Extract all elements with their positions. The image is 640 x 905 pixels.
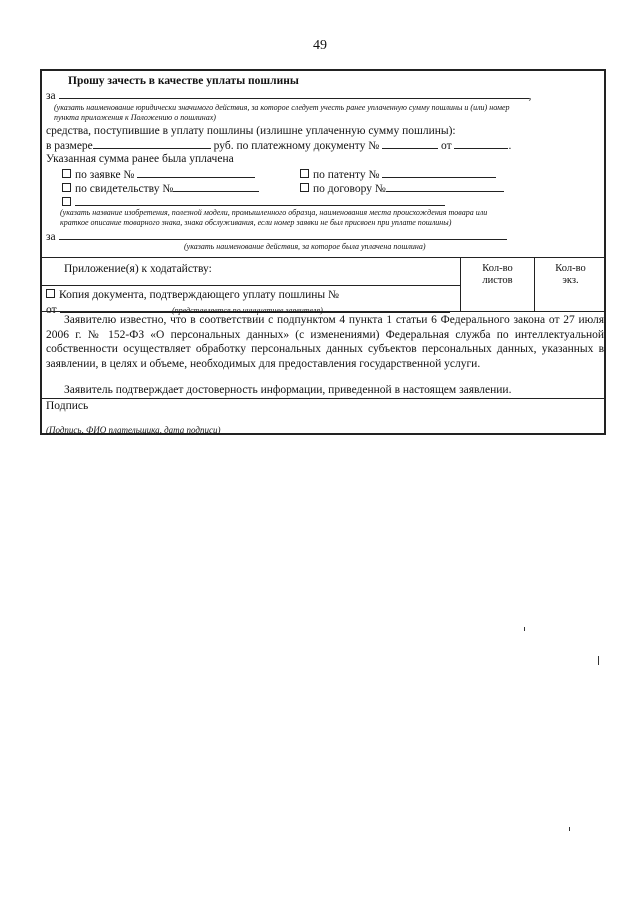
amount-field[interactable] — [93, 139, 211, 149]
za-note-1: (указать наименование юридически значимого действия, за которое следует учесть ранее уплаченную сумму пошлины и (или) номер — [54, 103, 510, 112]
checkbox-icon[interactable] — [62, 197, 71, 206]
scan-mark — [598, 656, 599, 665]
contract-number-field[interactable] — [386, 182, 504, 192]
divider — [42, 285, 460, 286]
funds-line: средства, поступившие в уплату пошлины (излишне уплаченную сумму пошлины): — [46, 125, 456, 137]
checkbox-icon[interactable] — [62, 183, 71, 192]
option-contract[interactable] — [300, 182, 504, 196]
payment-date-field[interactable] — [454, 139, 508, 149]
checkbox-icon[interactable] — [300, 183, 309, 192]
signature-note: (Подпись, ФИО плательщика, дата подписи) — [46, 425, 221, 435]
petition-title: Прошу зачесть в качестве уплаты пошлины — [68, 75, 299, 87]
za-note-2: пункта приложения к Положению о пошлинах) — [54, 113, 216, 122]
option-patent-label: по патенту № — [313, 169, 380, 181]
checkbox-icon[interactable] — [46, 289, 55, 298]
certificate-number-field[interactable] — [173, 182, 259, 192]
confirmation-paragraph: Заявитель подтверждает достоверность информации, приведенной в настоящем заявлении. — [64, 384, 512, 396]
object-note-1: (указать название изобретения, полезной модели, промышленного образца, наименования места происхождения товара или — [60, 208, 488, 217]
attachment-note: (представляется по инициативе заявителя) — [172, 306, 323, 315]
application-number-field[interactable] — [137, 168, 255, 178]
attachment-item-label: Копия документа, подтверждающего уплату пошлины № — [59, 289, 340, 301]
col-copies-2: экз. — [562, 275, 579, 286]
option-application[interactable] — [62, 168, 255, 182]
attachment-from: от — [46, 304, 57, 316]
option-contract-label: по договору № — [313, 183, 386, 195]
divider — [42, 311, 604, 312]
object-note-2: краткое описание товарного знака, знака обслуживания, если номер заявки не был присвоен при уплате пошлины) — [60, 218, 452, 227]
za-row — [46, 89, 531, 103]
amount-mid: руб. по платежному документу № — [213, 140, 380, 152]
col-sheets-1: Кол-во — [482, 263, 513, 274]
za-label: за — [46, 90, 56, 102]
checkbox-icon[interactable] — [62, 169, 71, 178]
option-application-label: по заявке № — [75, 169, 135, 181]
amount-prefix: в размере — [46, 140, 93, 152]
signature-label: Подпись — [46, 400, 89, 412]
amount-row — [46, 139, 511, 153]
object-name-field[interactable] — [75, 196, 445, 206]
scan-mark — [569, 827, 570, 831]
scan-mark — [524, 627, 525, 631]
option-certificate[interactable] — [62, 182, 259, 196]
payment-doc-number-field[interactable] — [382, 139, 438, 149]
legal-action-field[interactable] — [59, 89, 529, 99]
amount-end: . — [508, 140, 512, 152]
option-certificate-label: по свидетельству № — [75, 183, 174, 195]
col-sheets-2: листов — [482, 275, 513, 286]
page-number: 49 — [313, 38, 327, 53]
paid-line: Указанная сумма ранее была уплачена — [46, 153, 234, 165]
attachment-item[interactable] — [46, 289, 339, 302]
checkbox-icon[interactable] — [300, 169, 309, 178]
attachments-header: Приложение(я) к ходатайству: — [64, 263, 212, 275]
col-copies-1: Кол-во — [555, 263, 586, 274]
za-tail: , — [528, 90, 532, 102]
divider — [42, 398, 604, 399]
consent-paragraph: Заявителю известно, что в соответствии с подпунктом 4 пункта 1 статьи 6 Федерального закона от 27 июля 2006 г. № 152-ФЗ «О персональных данных» (с изменениями) Федеральная служба по интеллектуальной собственности осуществляет обработку персональных данных субъектов персональных данных, указанных в заявлении, в целях и объеме, необходимых для предоставления государственной услуги. — [46, 314, 604, 370]
amount-from: от — [440, 140, 452, 152]
za2-label: за — [46, 231, 56, 243]
option-patent[interactable] — [300, 168, 496, 182]
divider — [42, 257, 604, 258]
za2-note: (указать наименование действия, за которое была уплачена пошлина) — [184, 242, 426, 251]
paid-action-field[interactable] — [59, 230, 507, 240]
payment-offset-form — [40, 69, 606, 435]
patent-number-field[interactable] — [382, 168, 496, 178]
